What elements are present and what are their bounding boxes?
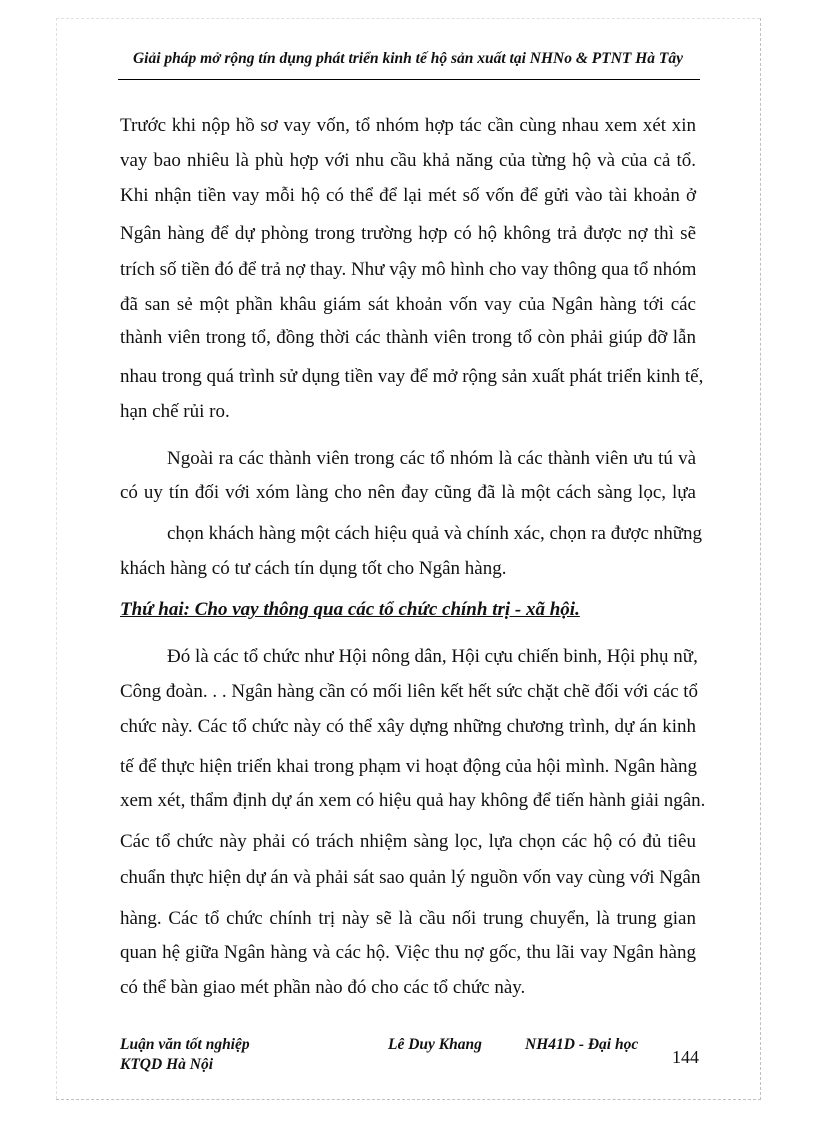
paragraph-line: tế để thực hiện triển khai trong phạm vi hoạt động của hội mình. Ngân hàng	[120, 756, 697, 777]
running-header: Giải pháp mở rộng tín dụng phát triển kinh tế hộ sản xuất tại NHNo & PTNT Hà Tây	[132, 50, 684, 67]
page-number: 144	[672, 1047, 699, 1067]
section-subheading: Thứ hai: Cho vay thông qua các tổ chức chính trị - xã hội.	[120, 599, 580, 620]
paragraph-line: chức này. Các tổ chức này có thể xây dựng những chương trình, dự án kinh	[120, 716, 696, 737]
footer-thesis-label: Luận văn tốt nghiệp	[120, 1036, 250, 1053]
paragraph-line: Khi nhận tiền vay mỗi hộ có thể để lại mét số vốn để gửi vào tài khoản ở	[120, 185, 696, 206]
paragraph-line: có uy tín đối với xóm làng cho nên đay cũng đã là một cách sàng lọc, lựa	[120, 482, 696, 503]
paragraph-line: Đó là các tổ chức như Hội nông dân, Hội cựu chiến binh, Hội phụ nữ,	[167, 646, 698, 667]
paragraph-line: thành viên trong tổ, đồng thời các thành viên trong tổ còn phải giúp đỡ lẫn	[120, 327, 696, 348]
paragraph-line: có thể bàn giao mét phần nào đó cho các tổ chức này.	[120, 977, 526, 998]
paragraph-line: khách hàng có tư cách tín dụng tốt cho Ngân hàng.	[120, 558, 507, 579]
paragraph-line: trích số tiền đó để trả nợ thay. Như vậy mô hình cho vay thông qua tổ nhóm	[120, 259, 697, 280]
footer-author: Lê Duy Khang	[388, 1036, 482, 1053]
paragraph-line: xem xét, thẩm định dự án xem có hiệu quả hay không để tiến hành giải ngân.	[120, 790, 706, 811]
paragraph-line: Ngân hàng để dự phòng trong trường hợp có hộ không trả được nợ thì sẽ	[120, 223, 696, 244]
paragraph-line: vay bao nhiêu là phù hợp với nhu cầu khả năng của từng hộ và của cả tổ.	[120, 150, 696, 171]
paragraph-line: đã san sẻ một phần khâu giám sát khoản vốn vay của Ngân hàng tới các	[120, 294, 696, 315]
paragraph-line: Các tổ chức này phải có trách nhiệm sàng lọc, lựa chọn các hộ có đủ tiêu	[120, 831, 696, 852]
paragraph-line: chọn khách hàng một cách hiệu quả và chính xác, chọn ra được những	[167, 523, 703, 544]
paragraph-line: Ngoài ra các thành viên trong các tổ nhóm là các thành viên ưu tú và	[167, 448, 696, 469]
paragraph-line: hạn chế rủi ro.	[120, 401, 230, 422]
paragraph-line: nhau trong quá trình sử dụng tiền vay để mở rộng sản xuất phát triển kinh tế,	[120, 366, 704, 387]
footer-university: KTQD Hà Nội	[120, 1056, 213, 1073]
paragraph-line: Công đoàn. . . Ngân hàng cần có mối liên kết hết sức chặt chẽ đối với các tổ	[120, 681, 699, 702]
paragraph-line: quan hệ giữa Ngân hàng và các hộ. Việc thu nợ gốc, thu lãi vay Ngân hàng	[120, 942, 696, 963]
paragraph-line: Trước khi nộp hồ sơ vay vốn, tổ nhóm hợp tác cần cùng nhau xem xét xin	[120, 115, 696, 136]
paragraph-line: chuẩn thực hiện dự án và phải sát sao quản lý nguồn vốn vay cùng với Ngân	[120, 867, 701, 888]
footer-class: NH41D - Đại học	[525, 1036, 639, 1053]
header-rule	[118, 79, 700, 80]
paragraph-line: hàng. Các tổ chức chính trị này sẽ là cầu nối trung chuyển, là trung gian	[120, 908, 696, 929]
